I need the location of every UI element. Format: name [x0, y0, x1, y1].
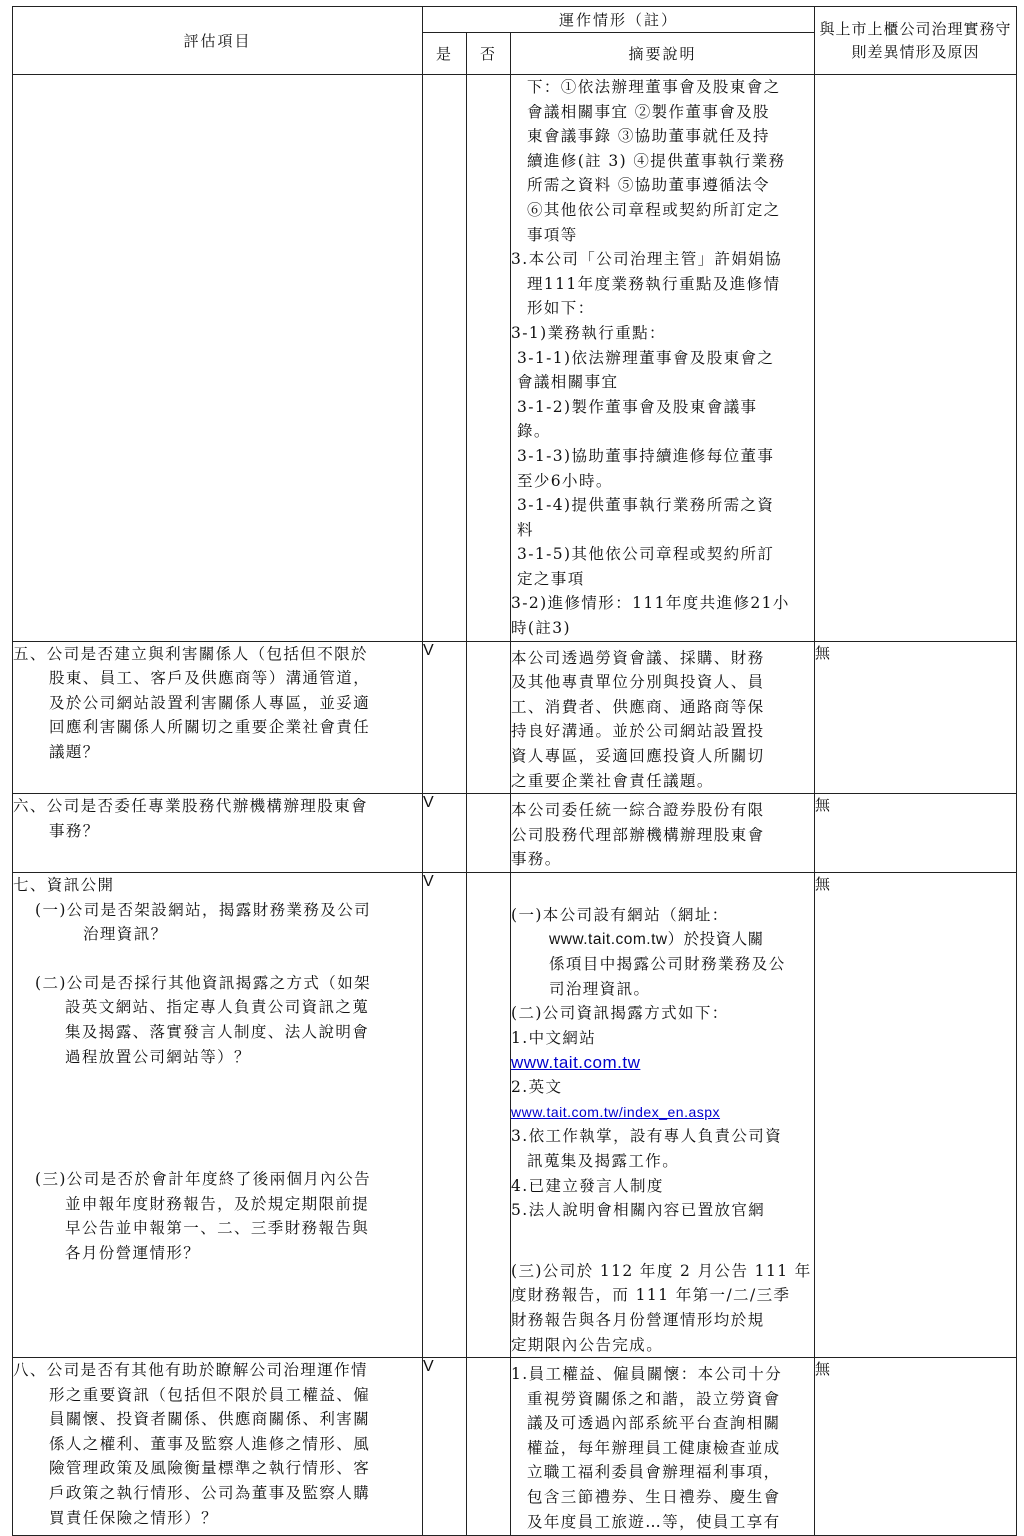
- summary-line: 定之事項: [517, 569, 585, 588]
- item-line: 六、公司是否委任專業股務代辦機構辦理股東會: [13, 797, 368, 816]
- summary-line: 訊蒐集及揭露工作。: [527, 1151, 680, 1170]
- item-line: 買責任保險之情形）？: [49, 1508, 219, 1527]
- difference-text: 無: [815, 1358, 1017, 1536]
- summary-line: 時(註3): [511, 619, 571, 638]
- summary-line: 工、消費者、供應商、通路商等保: [511, 697, 765, 716]
- summary-label: 1.中文網站: [511, 1028, 597, 1047]
- summary-line: [511, 1075, 814, 1124]
- yes-mark: V: [423, 641, 467, 794]
- summary-line: 3-1-5)其他依公司章程或契約所訂: [517, 545, 775, 564]
- english-website-link[interactable]: www.tait.com.tw/index_en.aspx: [511, 1103, 721, 1120]
- item-line: 八、公司是否有其他有助於瞭解公司治理運作情: [13, 1361, 368, 1380]
- table-row-5: [13, 641, 1017, 794]
- summary-line: 資人專區，妥適回應投資人所關切: [511, 747, 765, 766]
- summary-line: (二)公司資訊揭露方式如下：: [511, 1004, 729, 1023]
- summary-line: 持良好溝通。並於公司網站設置投: [511, 722, 765, 741]
- summary-line: 3.本公司「公司治理主管」許娟娟協: [511, 250, 783, 269]
- difference-text: 無: [815, 873, 1017, 1358]
- item-cell: [13, 1358, 423, 1536]
- header-yes: 是: [423, 33, 467, 75]
- summary-line: 料: [517, 520, 534, 539]
- difference-text: 無: [815, 641, 1017, 794]
- summary-line: 3-2)進修情形：111年度共進修21小: [511, 594, 790, 613]
- header-summary: 摘要說明: [511, 33, 815, 75]
- item-line: 七、資訊公開: [13, 876, 115, 894]
- summary-line: 會議相關事宜 ②製作董事會及股: [527, 102, 770, 121]
- table-row-7: [13, 873, 1017, 1358]
- item-line: 議題？: [49, 743, 100, 762]
- item-line: 設英文網站、指定專人負責公司資訊之蒐: [65, 998, 370, 1017]
- summary-line: 財務報告與各月份營運情形均於規: [511, 1310, 765, 1329]
- header-difference: 與上市上櫃公司治理實務守則差異情形及原因: [815, 7, 1017, 75]
- summary-line: 事務。: [511, 850, 562, 869]
- summary-line: 3-1-1)依法辦理董事會及股東會之: [517, 348, 775, 367]
- header-operation: 運作情形（註）: [423, 7, 815, 33]
- item-line: 並申報年度財務報告，及於規定期限前提: [65, 1194, 370, 1213]
- header-no: 否: [467, 33, 511, 75]
- summary-line: 係項目中揭露公司財務業務及公: [549, 955, 786, 974]
- summary-line: 所需之資料 ⑤協助董事遵循法令: [527, 176, 770, 195]
- yes-cell: [423, 75, 467, 642]
- summary-line: (三)公司於 112 年度 2 月公告 111 年: [511, 1261, 812, 1280]
- summary-line: 4.已建立發言人制度: [511, 1176, 664, 1195]
- summary-line: 3-1-2)製作董事會及股東會議事: [517, 397, 758, 416]
- item-line: (二)公司是否採行其他資訊揭露之方式（如架: [35, 973, 371, 992]
- difference-text: 無: [815, 794, 1017, 873]
- summary-line: 理111年度業務執行重點及進修情: [527, 274, 781, 293]
- summary-line: 定期限內公告完成。: [511, 1335, 664, 1354]
- item-cell: [13, 873, 423, 1358]
- summary-line: 重視勞資關係之和諧，設立勞資會: [527, 1389, 781, 1408]
- item-line: 股東、員工、客戶及供應商等）溝通管道，: [49, 669, 371, 688]
- summary-line: 包含三節禮券、生日禮券、慶生會: [527, 1488, 781, 1507]
- item-line: 過程放置公司網站等）？: [65, 1047, 251, 1066]
- item-line: 早公告並申報第一、二、三季財務報告與: [65, 1219, 370, 1238]
- summary-line: 續進修(註 3) ④提供董事執行業務: [527, 151, 786, 170]
- summary-line: 會議相關事宜: [517, 373, 619, 392]
- chinese-website-link[interactable]: www.tait.com.tw: [511, 1052, 641, 1072]
- summary-line: 錄。: [517, 422, 551, 441]
- item-line: 係人之權利、董事及監察人進修之情形、風: [49, 1434, 371, 1453]
- summary-line: 3-1-3)協助董事持續進修每位董事: [517, 446, 775, 465]
- difference-cell: [815, 75, 1017, 642]
- summary-cell: [511, 1358, 815, 1536]
- summary-label: 2.英文: [511, 1078, 563, 1097]
- summary-line: 議及可透過內部系統平台查詢相關: [527, 1414, 781, 1433]
- summary-line: ⑥其他依公司章程或契約所訂定之: [527, 200, 781, 219]
- item-line: 各月份營運情形？: [65, 1243, 201, 1262]
- summary-cell: [511, 75, 815, 642]
- table-row-8: [13, 1358, 1017, 1536]
- item-line: 員關懷、投資者關係、供應商關係、利害關: [49, 1410, 371, 1429]
- item-line: 及於公司網站設置利害關係人專區，並妥適: [49, 693, 371, 712]
- item-cell: [13, 641, 423, 794]
- summary-line: 3-1-4)提供董事執行業務所需之資: [517, 496, 775, 515]
- summary-cell: [511, 794, 815, 873]
- summary-line: [511, 1026, 814, 1075]
- item-line: 回應利害關係人所關切之重要企業社會責任: [49, 718, 371, 737]
- summary-line: 及其他專責單位分別與投資人、員: [511, 673, 765, 692]
- summary-line: 下：①依法辦理董事會及股東會之: [527, 78, 781, 96]
- yes-mark: V: [423, 873, 467, 1358]
- summary-line: 公司股務代理部辦機構辦理股東會: [511, 825, 765, 844]
- summary-line: 司治理資訊。: [549, 979, 651, 998]
- governance-evaluation-table: [12, 6, 1017, 1536]
- no-cell: [467, 75, 511, 642]
- header-eval-item: 評估項目: [13, 7, 423, 75]
- item-line: 戶政策之執行情形、公司為董事及監察人購: [49, 1484, 371, 1503]
- item-line: 集及揭露、落實發言人制度、法人說明會: [65, 1022, 370, 1041]
- item-line: 治理資訊？: [83, 925, 168, 944]
- summary-line: (一)本公司設有網站（網址：: [511, 906, 729, 924]
- summary-line: 3.依工作執掌，設有專人負責公司資: [511, 1127, 783, 1146]
- item-line: 形之重要資訊（包括但不限於員工權益、僱: [49, 1385, 371, 1404]
- summary-line: 立職工福利委員會辦理福利事項，: [527, 1463, 781, 1482]
- summary-line: 之重要企業社會責任議題。: [511, 771, 714, 790]
- item-line: (一)公司是否架設網站，揭露財務業務及公司: [35, 900, 371, 919]
- summary-line: 本公司透過勞資會議、採購、財務: [511, 648, 765, 667]
- summary-line: 形如下：: [527, 299, 595, 318]
- summary-line: 本公司委任統一綜合證券股份有限: [511, 801, 765, 820]
- item-line: 險管理政策及風險衡量標準之執行情形、客: [49, 1459, 371, 1478]
- summary-line: 權益，每年辦理員工健康檢查並成: [527, 1438, 781, 1457]
- summary-line: 1.員工權益、僱員關懷：本公司十分: [511, 1365, 783, 1384]
- item-cell: [13, 794, 423, 873]
- summary-line: 東會議事錄 ③協助董事就任及持: [527, 127, 770, 146]
- no-cell: [467, 641, 511, 794]
- item-line: 五、公司是否建立與利害關係人（包括但不限於: [13, 644, 368, 663]
- summary-line: 5.法人說明會相關內容已置放官網: [511, 1201, 766, 1220]
- no-cell: [467, 794, 511, 873]
- table-row-continued: [13, 75, 1017, 642]
- summary-line: 事項等: [527, 225, 578, 244]
- no-cell: [467, 1358, 511, 1536]
- summary-cell: [511, 641, 815, 794]
- summary-cell: [511, 873, 815, 1358]
- item-line: 事務？: [49, 821, 100, 840]
- summary-line: 度財務報告，而 111 年第一/二/三季: [511, 1286, 791, 1305]
- summary-line: 及年度員工旅遊…等，使員工享有: [527, 1512, 781, 1531]
- item-line: (三)公司是否於會計年度終了後兩個月內公告: [35, 1170, 371, 1189]
- yes-mark: V: [423, 794, 467, 873]
- table-row-6: [13, 794, 1017, 873]
- summary-line: www.tait.com.tw）於投資人關: [549, 930, 764, 948]
- summary-line: 至少6小時。: [517, 471, 613, 490]
- summary-line: 3-1)業務執行重點：: [511, 323, 666, 342]
- item-cell: [13, 75, 423, 642]
- yes-mark: V: [423, 1358, 467, 1536]
- no-cell: [467, 873, 511, 1358]
